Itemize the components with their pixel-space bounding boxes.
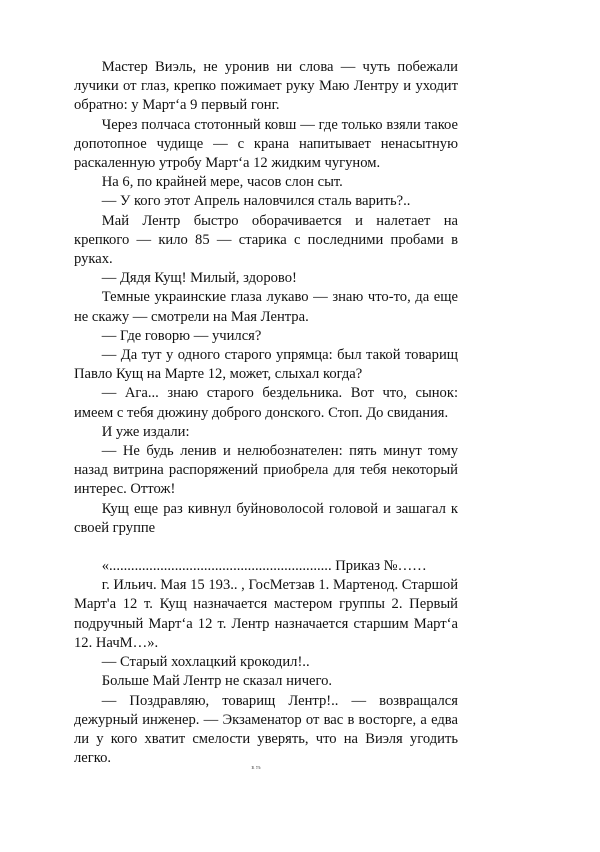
paragraph: — Старый хохлацкий крокодил!.. xyxy=(101,654,310,671)
order-header: «............................................................. Приказ №…… xyxy=(101,558,427,575)
paragraph: — Дядя Кущ! Милый, здорово! xyxy=(101,270,297,287)
order-body: г. Ильич. Мая 15 193.. , ГосМетзав 1. Мартенод. Старшой Март'а 12 т. Кущ назначается мастером группы 2. Первый подручный Март‘а 12 т. Лентр назначается старшим Март‘а 12. НачМ…». xyxy=(74,577,459,651)
paragraph: — Ага... знаю старого бездельника. Вот что, сынок: имеем с тебя дюжину доброго донского. Стоп. До свидания. xyxy=(74,385,458,421)
paragraph: И уже издали: xyxy=(101,423,190,440)
paragraph: На 6, по крайней мере, часов слон сыт. xyxy=(101,174,343,191)
paragraph: — Поздравляю, товарищ Лентр!.. — возвращался дежурный инженер. — Экзаменатор от вас в восторге, а едва ли у кого хватит смелости уверять, что на Виэля угодить легко. xyxy=(74,692,458,767)
paragraph: Темные украинские глаза лукаво — знаю что-то, да еще не скажу — смотрели на Мая Лентра. xyxy=(74,289,458,325)
paragraph: Мастер Виэль, не уронив ни слова — чуть побежали лучики от глаз, крепко пожимает руку Маю Лентру и уходит обратно: у Март‘а 9 первый гонг. xyxy=(74,59,458,114)
paragraph: Через полчаса стотонный ковш — где только взяли такое допотопное чудище — с крана напитывает ненасытную раскаленную утробу Март‘а 12 жидким чугуном. xyxy=(74,116,458,172)
paragraph: — Да тут у одного старого упрямца: был такой товарищ Павло Кущ на Марте 12, может, слыхал когда? xyxy=(74,347,458,383)
paragraph-gap xyxy=(74,538,458,557)
paragraph: — Не будь ленив и нелюбознателен: пять минут тому назад витрина распоряжений приобрела для тебя некоторый интерес. Оттож! xyxy=(74,443,458,498)
paragraph: Май Лентр быстро оборачивается и налетает на крепкого — кило 85 — старика с последними пробами в руках. xyxy=(74,212,458,268)
document-page xyxy=(74,58,459,771)
page-number: 15 xyxy=(250,766,261,771)
paragraph: Кущ еще раз кивнул буйноволосой головой и зашагал к своей группе xyxy=(74,500,458,536)
paragraph: — У кого этот Апрель наловчился сталь варить?.. xyxy=(101,193,411,210)
paragraph: Больше Май Лентр не сказал ничего. xyxy=(101,673,333,690)
paragraph: — Где говорю — учился? xyxy=(101,327,262,344)
